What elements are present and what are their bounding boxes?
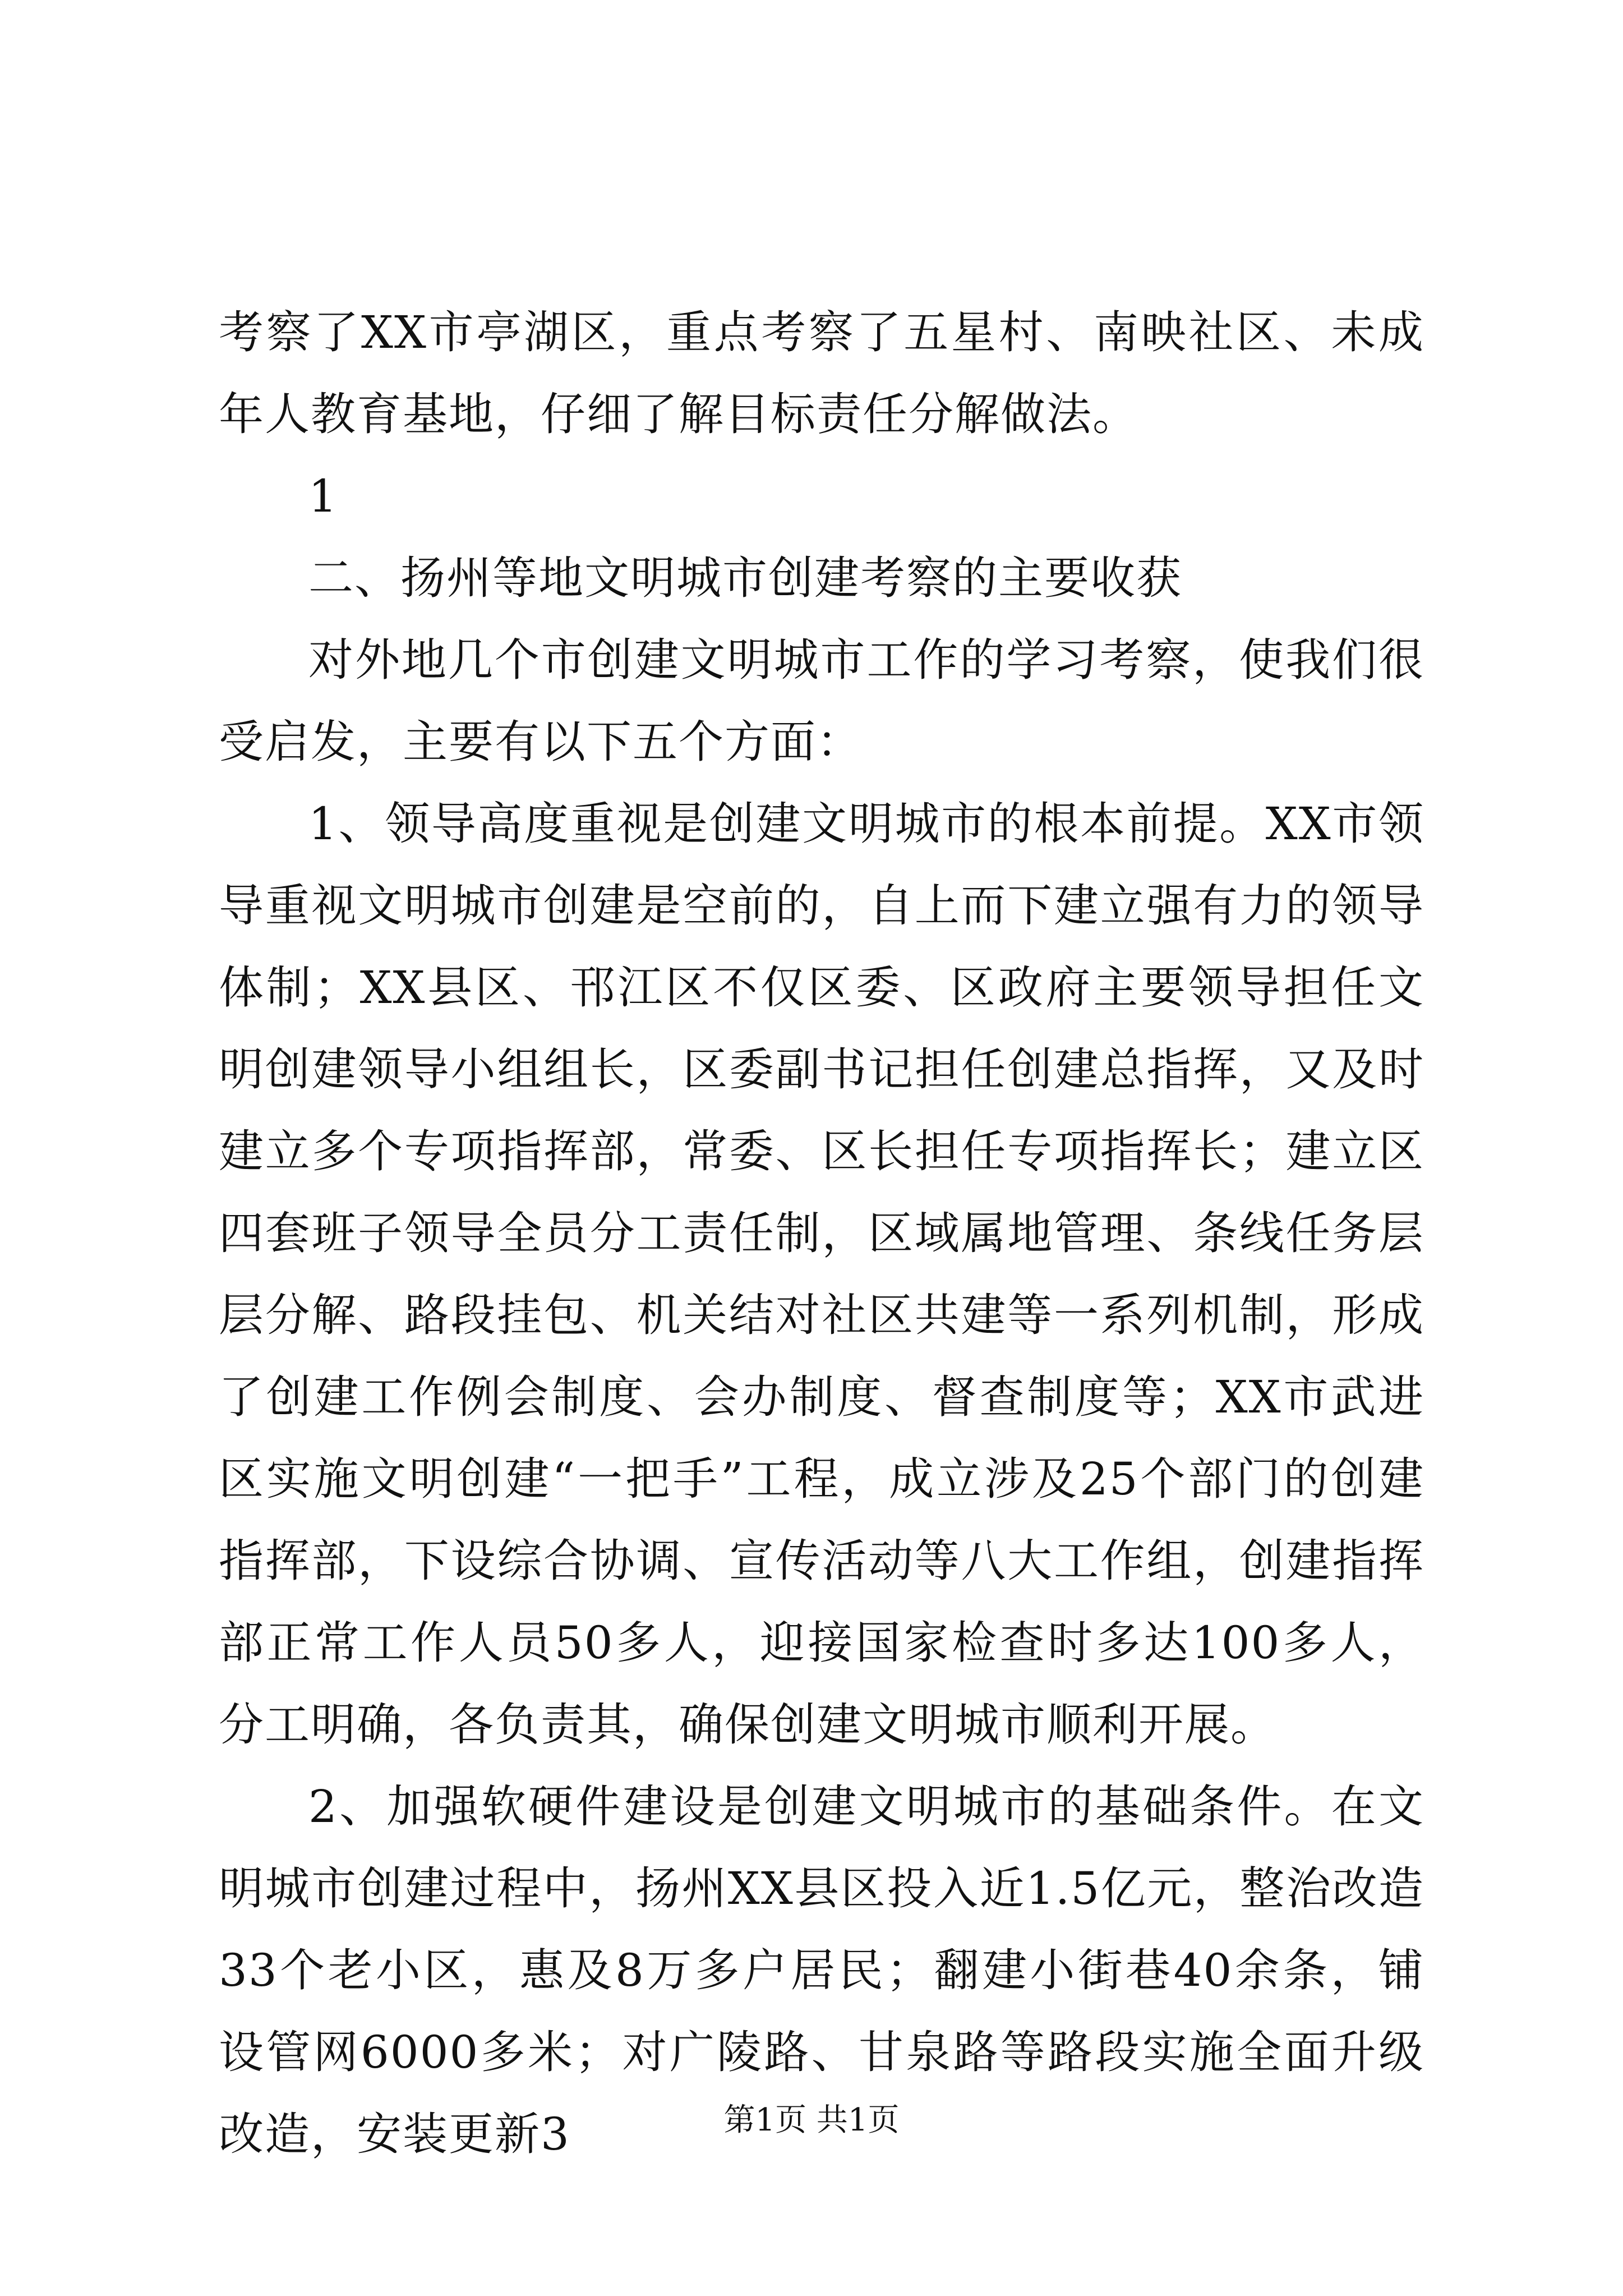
page-number-label: 第1页 共1页	[723, 2102, 900, 2138]
section-heading: 二、扬州等地文明城市创建考察的主要收获	[308, 552, 1182, 604]
paragraph-intro: 对外地几个市创建文明城市工作的学习考察，使我们很受启发，主要有以下五个方面：	[219, 634, 1424, 768]
paragraph-point-1: 1、领导高度重视是创建文明城市的根本前提。XX市领导重视文明城市创建是空前的，自上而下建立强有力的领导体制；XX县区、邗江区不仅区委、区政府主要领导担任文明创建领导小组组长，区委副书记担任创建总指挥，又及时建立多个专项指挥部，常委、区长担任专项指挥长；建立区四套班子领导全员分工责任制，区域属地管理、条线任务层层分解、路段挂包、机关结对社区共建等一系列机制，形成了创建工作例会制度、会办制度、督查制度等；XX市武进区实施文明创建“一把手”工程，成立涉及25个部门的创建指挥部，下设综合协调、宣传活动等八大工作组，创建指挥部正常工作人员50多人，迎接国家检查时多达100多人，分工明确，各负责其，确保创建文明城市顺利开展。	[219, 798, 1424, 1751]
paragraph-continuation: 考察了XX市亭湖区，重点考察了五星村、南映社区、未成年人教育基地，仔细了解目标责任分解做法。	[219, 306, 1424, 440]
page-number-marker: 1	[308, 470, 338, 522]
document-body	[219, 292, 1424, 2175]
paragraph-point-2: 2、加强软硬件建设是创建文明城市的基础条件。在文明城市创建过程中，扬州XX县区投入近1.5亿元，整治改造33个老小区，惠及8万多户居民；翻建小街巷40余条，铺设管网6000多米；对广陵路、甘泉路等路段实施全面升级改造，安装更新3	[219, 1780, 1424, 2160]
page-footer	[0, 2098, 1623, 2143]
